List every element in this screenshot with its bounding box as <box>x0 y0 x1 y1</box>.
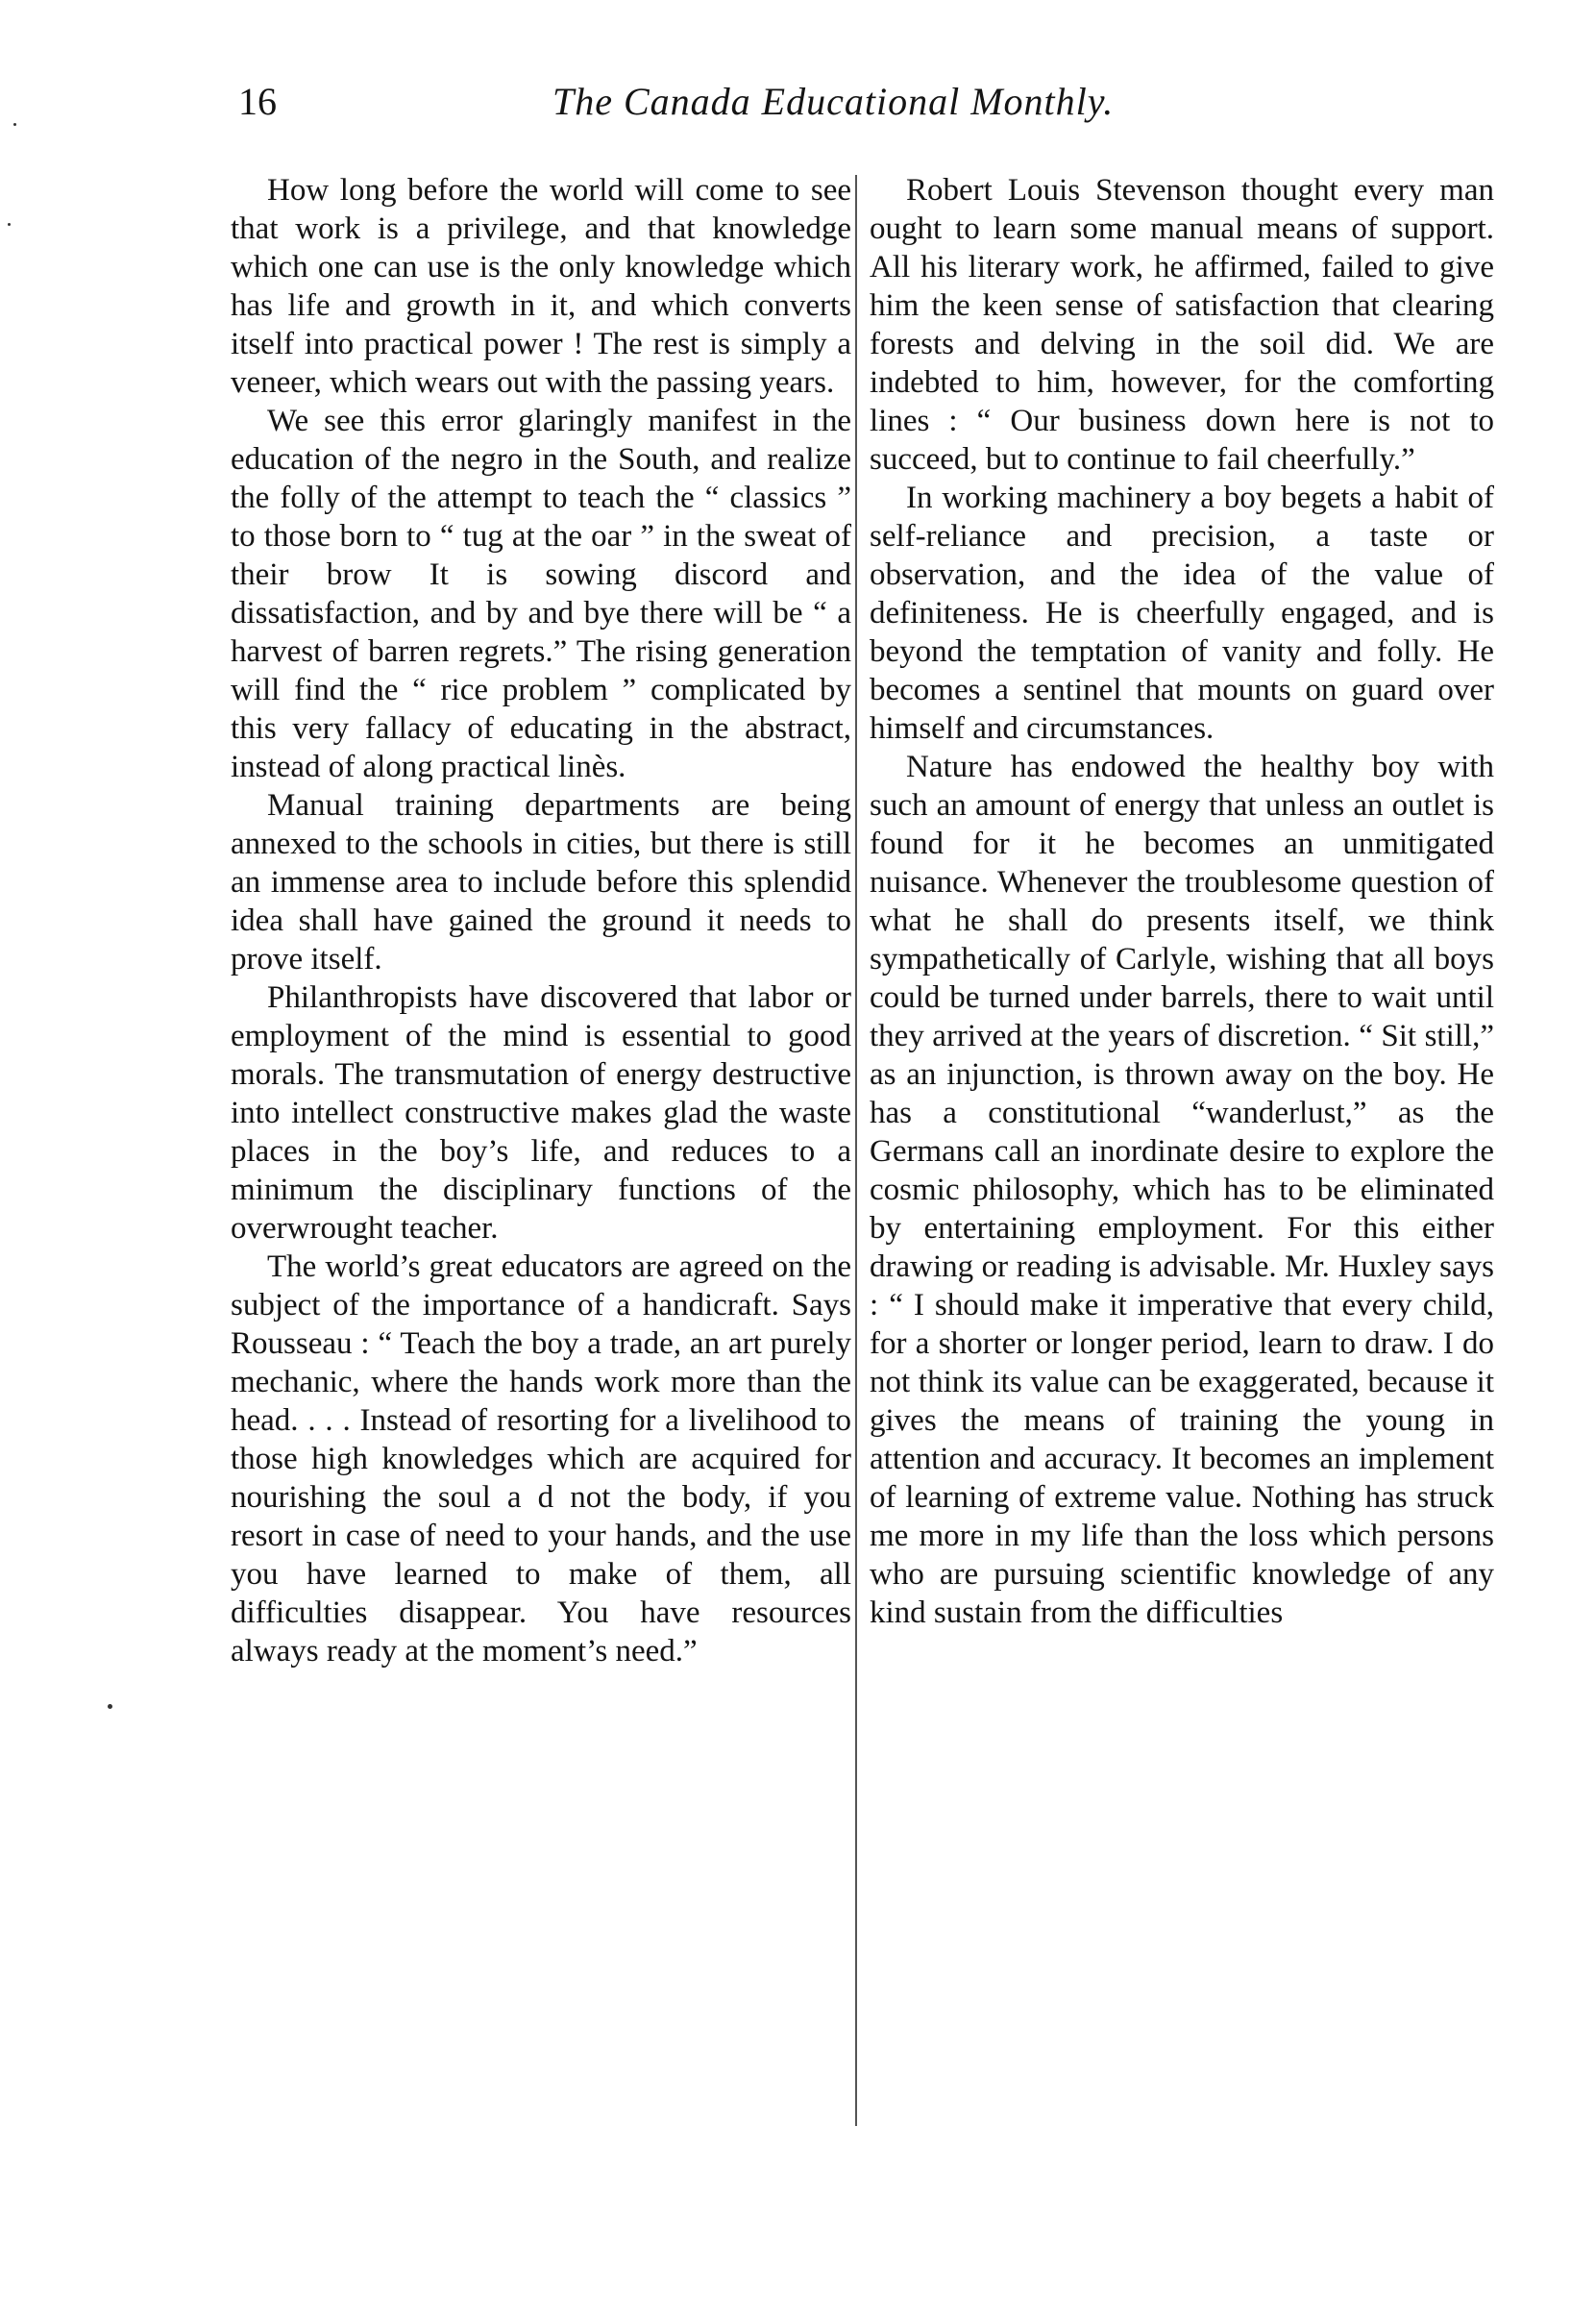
paragraph: We see this error glaringly manifest in the education of the negro in the South, and realize the folly of the attempt to teach the “ classics ” to those born to “ tug at the oar ” in the sweat of their brow It is sowing discord and dissatisfaction, and by and bye there will be “ a harvest of barren regrets.” The rising generation will find the “ rice problem ” complicated by this very fallacy of educating in the abstract, instead of along practical linès. <box>231 404 851 784</box>
paragraph: Philanthropists have discovered that labor or employment of the mind is essential to good morals. The transmutation of energy destructive into intellect constructive makes glad the waste places in the boy’s life, and reduces to a minimum the disciplinary functions of the overwrought teacher. <box>231 980 851 1246</box>
column-divider <box>855 175 857 2126</box>
paragraph: In working machinery a boy begets a habit of self-reliance and precision, a taste or observation, and the idea of the value of definiteness. He is cheerfully engaged, and is beyond the temptation of vanity and folly. He becomes a sentinel that mounts on guard over himself and circumstances. <box>870 481 1494 746</box>
paragraph: The world’s great educators are agreed on the subject of the importance of a handicraft. Says Rousseau : “ Teach the boy a trade, an art purely mechanic, where the hands work more than the head. . . . Instead of resorting for a livelihood to those high knowledges which are acquired for nourishing the soul a d not the body, if you resort in case of need to your hands, and the use you have learned to make of them, all difficulties disappear. You have resources always ready at the moment’s need.” <box>231 1249 851 1669</box>
left-column <box>231 171 851 1670</box>
paragraph: Manual training departments are being annexed to the schools in cities, but there is still an immense area to include before this splendid idea shall have gained the ground it needs to prove itself. <box>231 788 851 977</box>
page-number: 16 <box>238 80 277 123</box>
paragraph: How long before the world will come to see that work is a privilege, and that knowledge which one can use is the only knowledge which has life and growth in it, and which converts itself into practical power ! The rest is simply a veneer, which wears out with the passing years. <box>231 173 851 400</box>
paragraph: Robert Louis Stevenson thought every man ought to learn some manual means of support. All his literary work, he affirmed, failed to give him the keen sense of satisfaction that clearing forests and delving in the soil did. We are indebted to him, however, for the comforting lines : “ Our business down here is not to succeed, but to continue to fail cheerfully.” <box>870 173 1494 477</box>
scan-speck <box>108 1704 112 1709</box>
right-column <box>870 171 1494 1632</box>
scan-speck <box>13 123 16 126</box>
paragraph: Nature has endowed the healthy boy with such an amount of energy that unless an outlet is found for it he becomes an unmitigated nuisance. Whenever the troublesome question of what he shall do presents itself, we think sympathetically of Carlyle, wishing that all boys could be turned under barrels, there to wait until they arrived at the years of discretion. “ Sit still,” as an injunction, is thrown away on the boy. He has a constitutional “wanderlust,” as the Germans call an inordinate desire to explore the cosmic philosophy, which has to be eliminated by entertaining employment. For this either drawing or reading is advisable. Mr. Huxley says : “ I should make it imperative that every child, for a shorter or longer period, learn to draw. I do not think its value can be exaggerated, because it gives the means of training the young in attention and accuracy. It becomes an implement of learning of extreme value. Nothing has struck me more in my life than the loss which persons who are pursuing scientific knowledge of any kind sustain from the difficulties <box>870 750 1494 1630</box>
scan-speck <box>8 223 11 226</box>
running-head-title: The Canada Educational Monthly. <box>552 80 1115 123</box>
